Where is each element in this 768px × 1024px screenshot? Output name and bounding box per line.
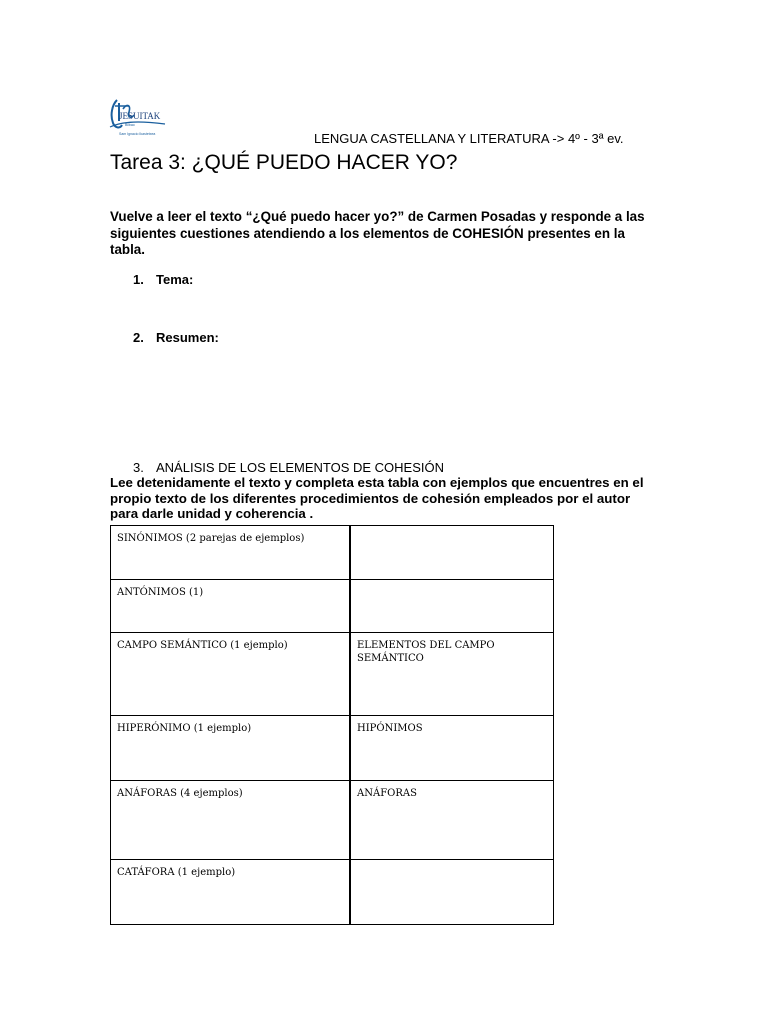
table-row xyxy=(111,860,554,925)
table-cell-label: CAMPO SEMÁNTICO (1 ejemplo) xyxy=(111,633,351,716)
question-number: 1. xyxy=(133,272,144,287)
question-number: 3. xyxy=(133,460,144,475)
cohesion-table xyxy=(110,525,554,925)
table-cell-label: SINÓNIMOS (2 parejas de ejemplos) xyxy=(111,526,351,580)
table-cell-label: CATÁFORA (1 ejemplo) xyxy=(111,860,351,925)
table-cell-answer[interactable]: ANÁFORAS xyxy=(350,781,554,860)
question-resumen xyxy=(133,330,219,345)
question-analisis xyxy=(133,460,444,475)
subject-header: LENGUA CASTELLANA Y LITERATURA -> 4º - 3ª ev. xyxy=(314,131,624,146)
table-row xyxy=(111,526,554,580)
intro-text: Vuelve a leer el texto “¿Qué puedo hacer yo?” de Carmen Posadas y responde a las siguientes cuestiones atendiendo a los elementos de COHESIÓN presentes en la tabla. xyxy=(110,209,645,257)
table-row xyxy=(111,633,554,716)
table-cell-label: ANÁFORAS (4 ejemplos) xyxy=(111,781,351,860)
table-cell-answer[interactable] xyxy=(350,526,554,580)
table-cell-label: HIPERÓNIMO (1 ejemplo) xyxy=(111,716,351,781)
question-number: 2. xyxy=(133,330,144,345)
question-label: Resumen: xyxy=(156,330,219,345)
school-logo xyxy=(107,97,169,139)
jesuitak-logo-icon xyxy=(107,97,169,139)
svg-text:Bilbao: Bilbao xyxy=(125,123,135,127)
table-instructions: Lee detenidamente el texto y completa esta tabla con ejemplos que encuentres en el propio texto de los diferentes procedimientos de cohesión empleados por el autor para darle unidad y coherencia . xyxy=(110,475,644,521)
table-cell-answer[interactable] xyxy=(350,860,554,925)
table-row xyxy=(111,580,554,633)
table-cell-answer[interactable] xyxy=(350,580,554,633)
question-label: ANÁLISIS DE LOS ELEMENTOS DE COHESIÓN xyxy=(156,460,445,475)
table-row xyxy=(111,716,554,781)
svg-text:JESUITAK: JESUITAK xyxy=(119,111,161,121)
table-cell-label: ANTÓNIMOS (1) xyxy=(111,580,351,633)
table-cell-answer[interactable]: HIPÓNIMOS xyxy=(350,716,554,781)
question-label: Tema: xyxy=(156,272,194,287)
table-row xyxy=(111,781,554,860)
page-title: Tarea 3: ¿QUÉ PUEDO HACER YO? xyxy=(110,151,458,174)
question-tema xyxy=(133,272,193,287)
svg-text:Sam Ignacio Ikastetxea: Sam Ignacio Ikastetxea xyxy=(119,132,156,136)
table-cell-answer[interactable]: ELEMENTOS DEL CAMPO SEMÁNTICO xyxy=(350,633,554,716)
